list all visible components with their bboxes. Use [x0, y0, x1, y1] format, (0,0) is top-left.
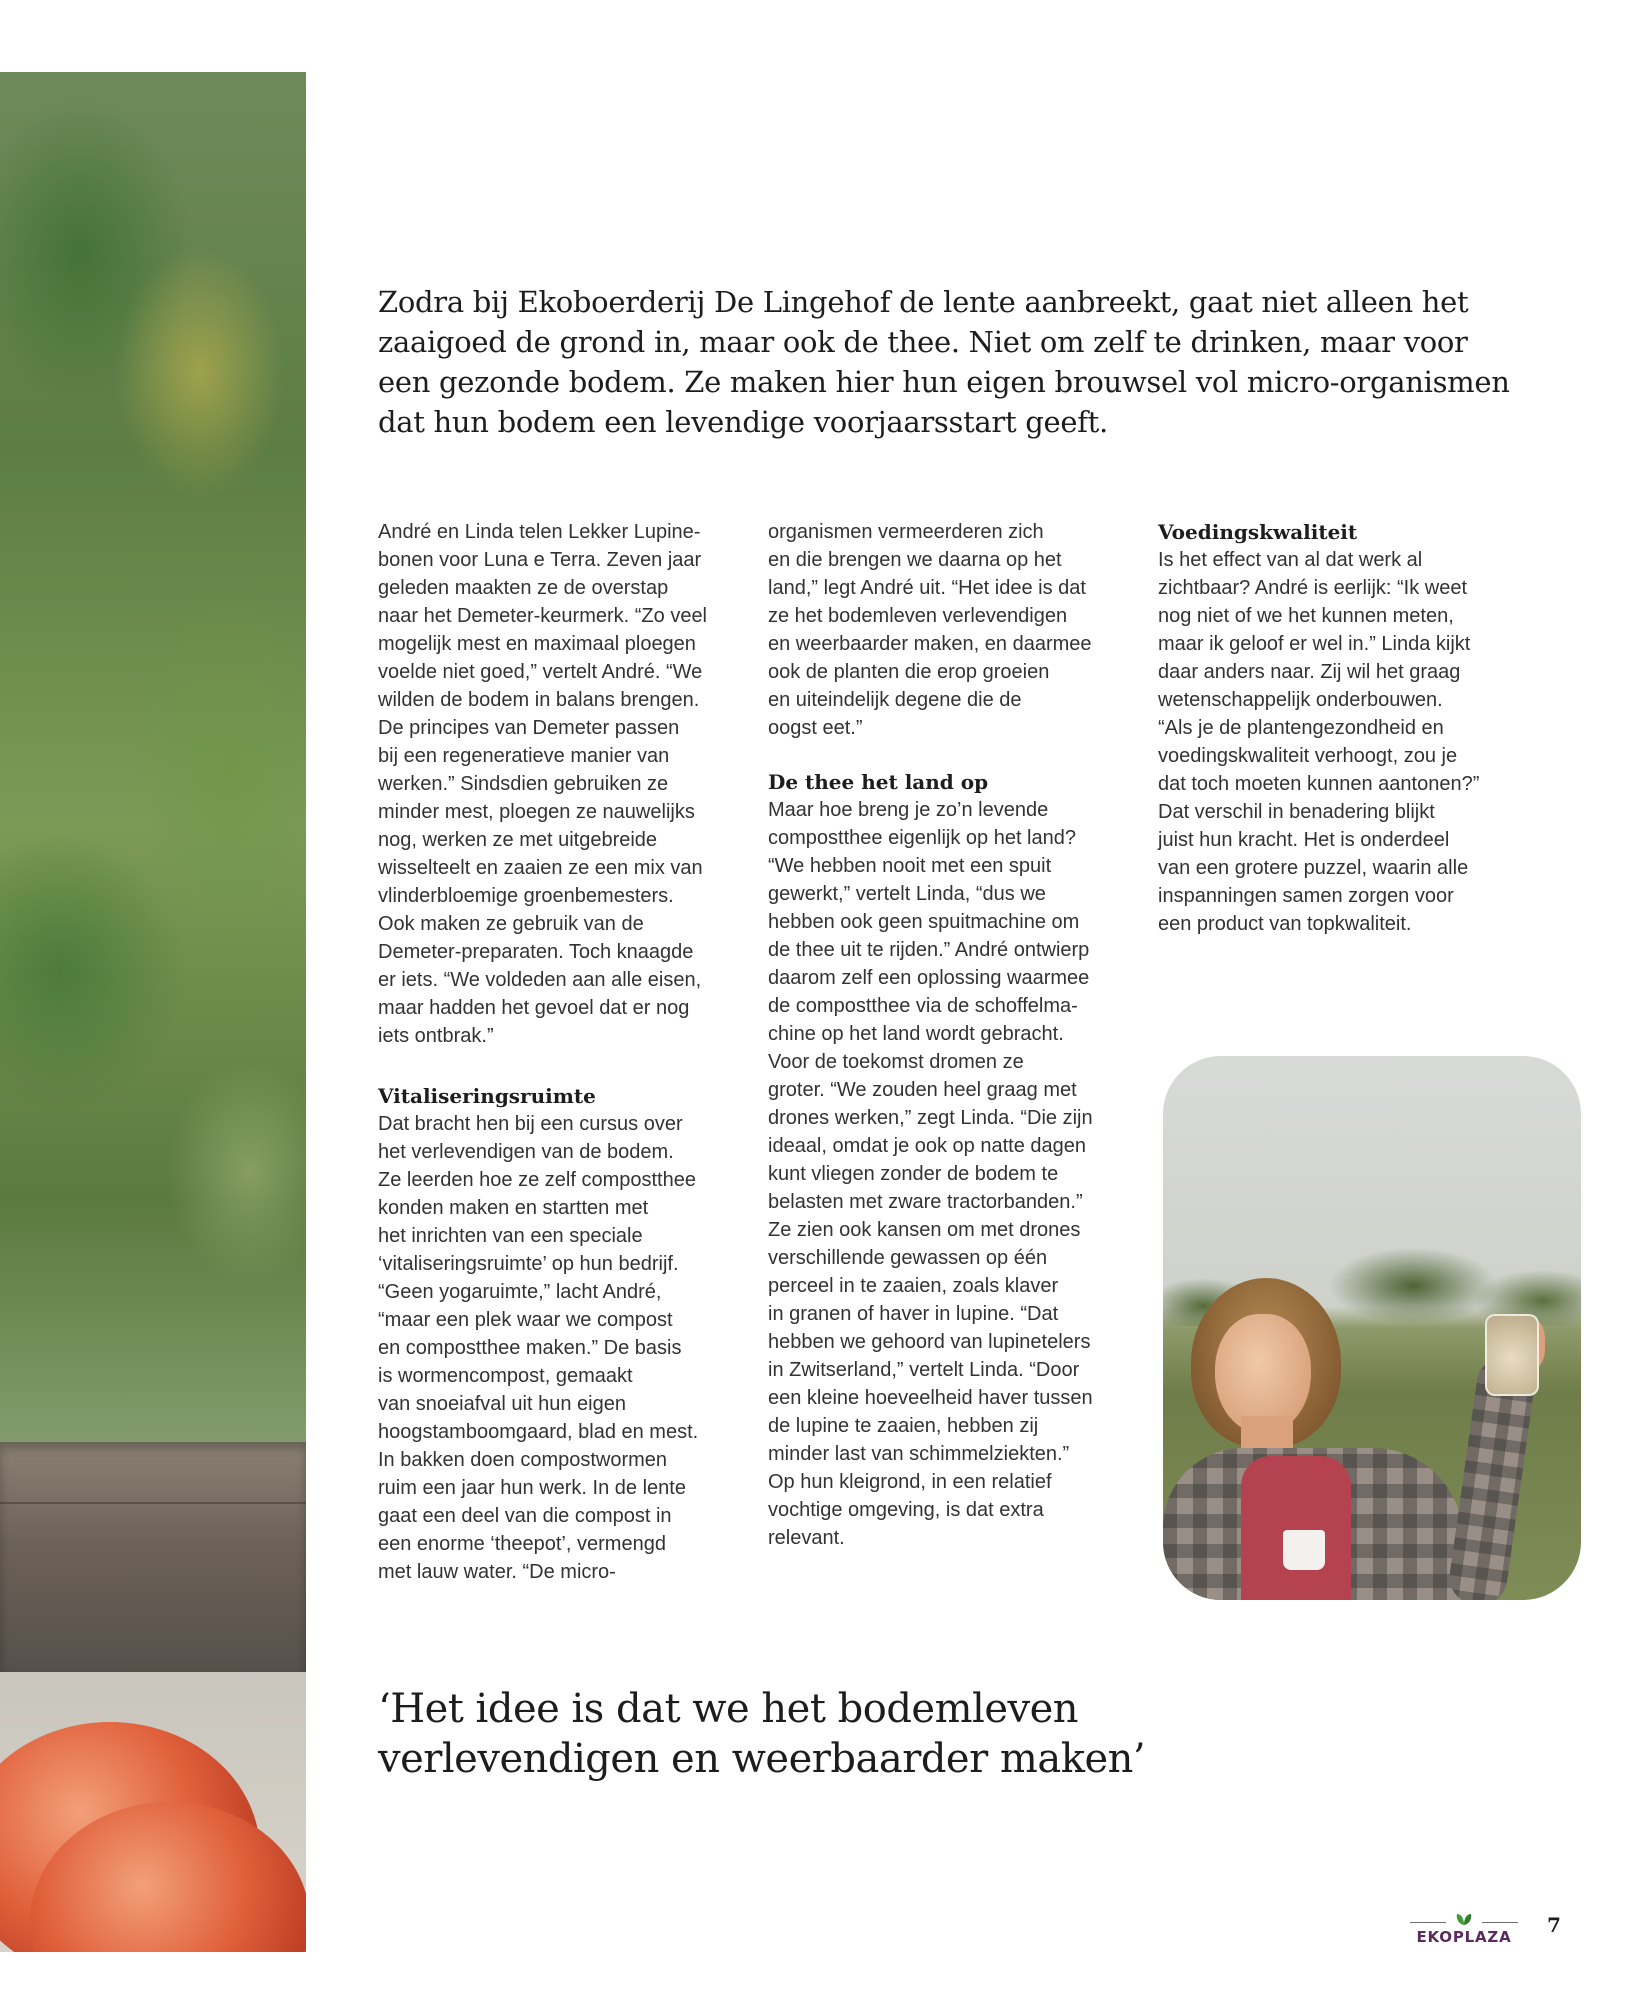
red-tshirt — [1241, 1456, 1351, 1600]
page-number: 7 — [1547, 1913, 1561, 1937]
body-paragraph: André en Linda telen Lekker Lupine- bonen voor Luna e Terra. Zeven jaar geleden maakten ze de overstap naar het Demeter-keurmerk. “Zo veel mogelijk mest en maximaal ploegen voelde niet goed,” vertelt André. “We wilden de bodem in balans brengen. De principes van Demeter passen bij een regeneratieve manier van werken.” Sindsdien gebruiken ze minder mest, ploegen ze nauwelijks nog, werken ze met uitgebreide wisselteelt en zaaien ze een mix van vlinderbloemige groenbemesters. Ook maken ze gebruik van de Demeter-preparaten. Toch knaagde er iets. “We voldeden aan alle eisen, maar hadden het gevoel dat er nog iets ontbrak.” — [378, 521, 708, 1047]
body-paragraph: Dat bracht hen bij een cursus over het verlevendigen van de bodem. Ze leerden hoe ze zelf compostthee konden maken en startten met het inrichten van een speciale ‘vitaliseringsruimte’ op hun bedrijf. “Geen yogaruimte,” lacht André, “maar een plek waar we compost en compostthee maken.” De basis is wormencompost, gemaakt van snoeiafval uit hun eigen hoogstamboomgaard, blad en mest. In bakken doen compostwormen ruim een jaar hun werk. In de lente gaat een deel van die compost in een enorme ‘theepot’, vermengd met lauw water. “De micro- — [378, 1113, 699, 1583]
logo-text: EKOPLAZA — [1416, 1928, 1512, 1946]
section-heading: De thee het land op — [768, 770, 989, 794]
pull-quote: ‘Het idee is dat we het bodemleven verlevendigen en weerbaarder maken’ — [378, 1686, 1146, 1782]
article-column-3 — [1158, 518, 1528, 938]
farmer-portrait-photo — [1163, 1056, 1581, 1600]
left-photo-strip — [0, 72, 306, 1952]
body-paragraph: Is het effect van al dat werk al zichtbaar? André is eerlijk: “Ik weet nog niet of we het kunnen meten, maar ik geloof er wel in.” Linda kijkt daar anders naar. Zij wil het graag wetenschappelijk onderbouwen. “Als je de plantengezondheid en voedingskwaliteit verhoogt, zou je dat toch moeten kunnen aantonen?” Dat verschil in benadering blijkt juist hun kracht. Het is onderdeel van een grotere puzzel, waarin alle inspanningen samen zorgen voor een product van topkwaliteit. — [1158, 549, 1480, 935]
leaf-icon — [1454, 1912, 1474, 1926]
body-paragraph: Maar hoe breng je zo’n levende compostthee eigenlijk op het land? “We hebben nooit met een spuit gewerkt,” vertelt Linda, “dus we hebben ook geen spuitmachine om de thee uit te rijden.” André ontwierp daarom zelf een oplossing waarmee de compostthee via de schoffelma- chine op het land wordt gebracht. Voor de toekomst dromen ze groter. “We zouden heel graag met drones werken,” zegt Linda. “Die zijn ideaal, omdat je ook op natte dagen kunt vliegen zonder de bodem te belasten met zware tractorbanden.” Ze zien ook kansen om met drones verschillende gewassen op één perceel in te zaaien, zoals klaver in granen of haver in lupine. “Dat hebben we gehoord van lupinetelers in Zwitserland,” vertelt Linda. “Door een kleine hoeveelheid haver tussen de lupine te zaaien, hebben zij minder last van schimmelziekten.” Op hun kleigrond, in een relatief vochtige omgeving, is dat extra relevant. — [768, 799, 1093, 1549]
section-heading: Voedingskwaliteit — [1158, 520, 1358, 544]
ekoplaza-logo — [1410, 1910, 1518, 1946]
intro-paragraph: Zodra bij Ekoboerderij De Lingehof de lente aanbreekt, gaat niet alleen het zaaigoed de grond in, maar ook de thee. Niet om zelf te drinken, maar voor een gezonde bodem. Ze maken hier hun eigen brouwsel vol micro-organismen dat hun bodem een levendige voorjaarsstart geeft. — [378, 285, 1510, 439]
wooden-plank — [0, 1442, 306, 1672]
section-heading: Vitaliseringsruimte — [378, 1084, 596, 1108]
body-paragraph: organismen vermeerderen zich en die brengen we daarna op het land,” legt André uit. “Het idee is dat ze het bodemleven verlevendigen en weerbaarder maken, en daarmee ook de planten die erop groeien en uiteindelijk degene die de oogst eet.” — [768, 521, 1092, 739]
article-column-1 — [378, 518, 738, 1586]
article-column-2 — [768, 518, 1128, 1552]
seed-jar — [1485, 1314, 1539, 1396]
paper-cup — [1283, 1530, 1325, 1570]
